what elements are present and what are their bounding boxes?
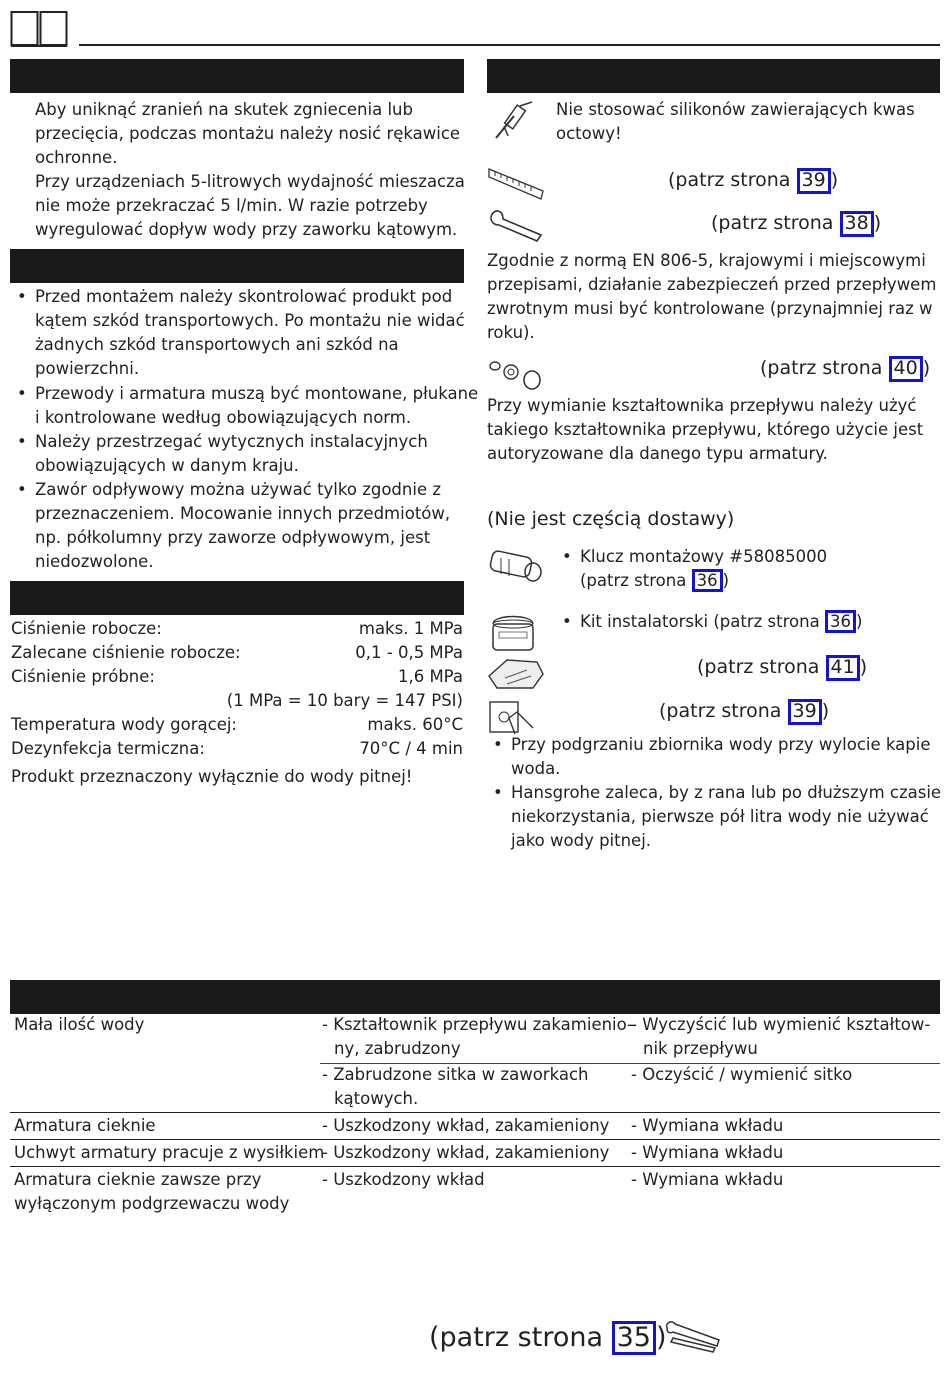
page-link-39[interactable]: 39 [797, 168, 831, 194]
section-bar-safety [10, 59, 464, 93]
drinking-water-note: Produkt przeznaczony wyłącznie do wody pitnej! [11, 767, 413, 786]
table-cell-remedy: - Wyczyścić lub wymienić kształtow- [631, 1015, 931, 1034]
spec-label: Temperatura wody gorącej: [11, 715, 237, 734]
table-cell-remedy: - Wymiana wkładu [631, 1116, 784, 1135]
section-bar-technical [10, 581, 464, 615]
list-item: • Przewody i armatura muszą być montowane, płukane [35, 382, 478, 406]
ruler-icon [487, 165, 545, 201]
page-link-36-kit[interactable]: 36 [825, 610, 856, 633]
table-cell-cause: - Kształtownik przepływu zakamienio- [322, 1015, 633, 1034]
table-cell-problem: Armatura cieknie [14, 1116, 156, 1135]
page-link-41[interactable]: 41 [826, 655, 860, 681]
table-cell-remedy: - Wymiana wkładu [631, 1143, 784, 1162]
dimensions-reference: (patrz strona 39 ) [668, 167, 838, 194]
flow-regulator-icon [487, 356, 545, 392]
test-reference: (patrz strona 39 ) [659, 698, 829, 725]
spec-value: (1 MPa = 10 bary = 147 PSI) [226, 691, 463, 710]
not-included-heading: (Nie jest częścią dostawy) [487, 508, 735, 530]
table-cell-problem: Armatura cieknie zawsze przy [14, 1170, 262, 1189]
mounting-key-icon [487, 546, 545, 586]
service-reference: (patrz strona 38 ) [711, 210, 881, 237]
list-item: • Należy przestrzegać wytycznych instalacyjnych [35, 430, 428, 454]
list-item: • Kit instalatorski (patrz strona 36 ) [580, 610, 862, 634]
tools-icon [663, 1318, 723, 1358]
list-item: • Zawór odpływowy można używać tylko zgodnie z [35, 478, 441, 502]
spec-label: Dezynfekcja termiczna: [11, 739, 205, 758]
spec-value: 1,6 MPa [397, 667, 463, 686]
list-item: • Hansgrohe zaleca, by z rana lub po dłuższym czasie [511, 781, 941, 805]
table-cell-remedy: - Wymiana wkładu [631, 1170, 784, 1189]
page-link-39-test[interactable]: 39 [788, 699, 822, 725]
cleaning-reference: (patrz strona 41 ) [697, 654, 867, 681]
installer-kit-icon [487, 610, 539, 654]
spec-value: maks. 1 MPa [358, 619, 463, 638]
list-item: • Przed montażem należy skontrolować produkt pod [35, 285, 452, 309]
cleaning-hand-icon [487, 654, 545, 692]
table-cell-cause: - Uszkodzony wkład, zakamieniony [322, 1116, 610, 1135]
table-cell-cause: - Uszkodzony wkład, zakamieniony [322, 1143, 610, 1162]
table-cell-remedy: - Oczyścić / wymienić sitko [631, 1065, 853, 1084]
spec-value: 70°C / 4 min [359, 739, 463, 758]
spec-label: Ciśnienie próbne: [11, 667, 155, 686]
spec-value: 0,1 - 0,5 MPa [355, 643, 463, 662]
page-link-38[interactable]: 38 [840, 211, 874, 237]
table-cell-cause: - Zabrudzone sitka w zaworkach [322, 1065, 589, 1084]
footer-reference: (patrz strona 35 ) [429, 1318, 667, 1358]
flow-reference: (patrz strona 40 ) [760, 355, 930, 382]
header-rule [79, 44, 940, 46]
page-link-35[interactable]: 35 [612, 1321, 656, 1355]
section-bar-installation [10, 249, 464, 283]
spec-label: Zalecane ciśnienie robocze: [11, 643, 241, 662]
list-item: • Przy podgrzaniu zbiornika wody przy wylocie kapie [511, 733, 930, 757]
page-link-40[interactable]: 40 [889, 356, 923, 382]
table-cell-problem: Mała ilość wody [14, 1015, 145, 1034]
table-cell-cause: - Uszkodzony wkład [322, 1170, 485, 1189]
section-bar-faults [10, 980, 940, 1014]
wrench-icon [487, 207, 545, 245]
book-icon [10, 10, 68, 48]
table-cell-problem: Uchwyt armatury pracuje z wysiłkiem [14, 1143, 325, 1162]
list-item: • Klucz montażowy #58085000 [580, 545, 827, 569]
spec-label: Ciśnienie robocze: [11, 619, 162, 638]
section-bar-right [487, 59, 940, 93]
silicone-gun-icon [492, 100, 538, 140]
test-hand-icon [487, 698, 537, 736]
page-link-36-key[interactable]: 36 [692, 569, 723, 592]
spec-value: maks. 60°C [367, 715, 463, 734]
